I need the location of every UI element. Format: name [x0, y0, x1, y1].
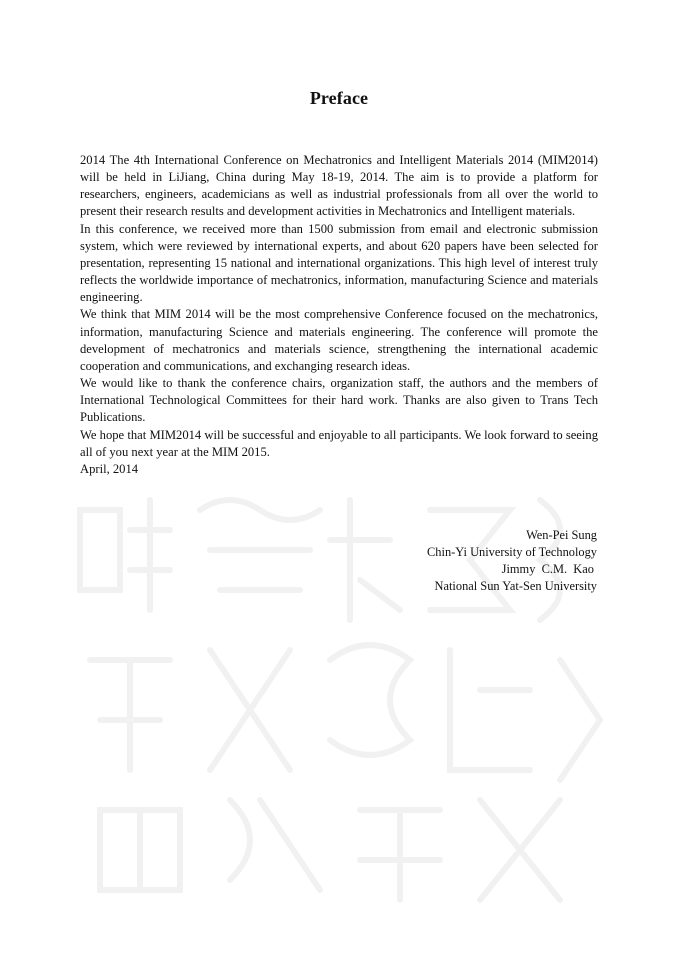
page-title: Preface [309, 88, 369, 108]
signatory-name-2: Jimmy C.M. Kao [501, 562, 597, 576]
signatory-affiliation-2: National Sun Yat-Sen University [434, 579, 597, 593]
paragraph-acknowledgements: We would like to thank the conference chairs, organization staff, the authors and the members of International Technological Committees for their hard work. Thanks are also given to Trans Tech Publications. [80, 376, 598, 425]
paragraph-introduction: 2014 The 4th International Conference on Mechatronics and Intelligent Materials 2014 (MIM2014) will be held in LiJiang, China during May 18-19, 2014. The aim is to provide a platform for researchers, engineers, academicians as well as industrial professionals from all over the world to present their research results and development activities in Mechatronics and Intelligent materials. [80, 153, 598, 219]
date-line: April, 2014 [80, 461, 139, 476]
paragraph-submissions: In this conference, we received more than 1500 submission from email and electronic submission system, which were reviewed by international experts, and about 620 papers have been selected for presentation, representing 15 national and international organizations. This high level of interest truly reflects the worldwide importance of mechatronics, information, manufacturing Science and materials engineering. [80, 221, 598, 305]
signatory-name-1: Wen-Pei Sung [526, 528, 597, 542]
paragraph-closing: We hope that MIM2014 will be successful and enjoyable to all participants. We look forward to seeing all of you next year at the MIM 2015. [80, 427, 598, 459]
paragraph-conference-goals: We think that MIM 2014 will be the most comprehensive Conference focused on the mechatronics, information, manufacturing Science and materials engineering. The conference will promote the development of mechatronics and materials science, strengthening the international academic cooperation and communications, and exchanging research ideas. [80, 307, 598, 373]
preface-body [80, 152, 598, 478]
signatory-affiliation-1: Chin-Yi University of Technology [427, 545, 597, 559]
signature-block [427, 527, 597, 595]
